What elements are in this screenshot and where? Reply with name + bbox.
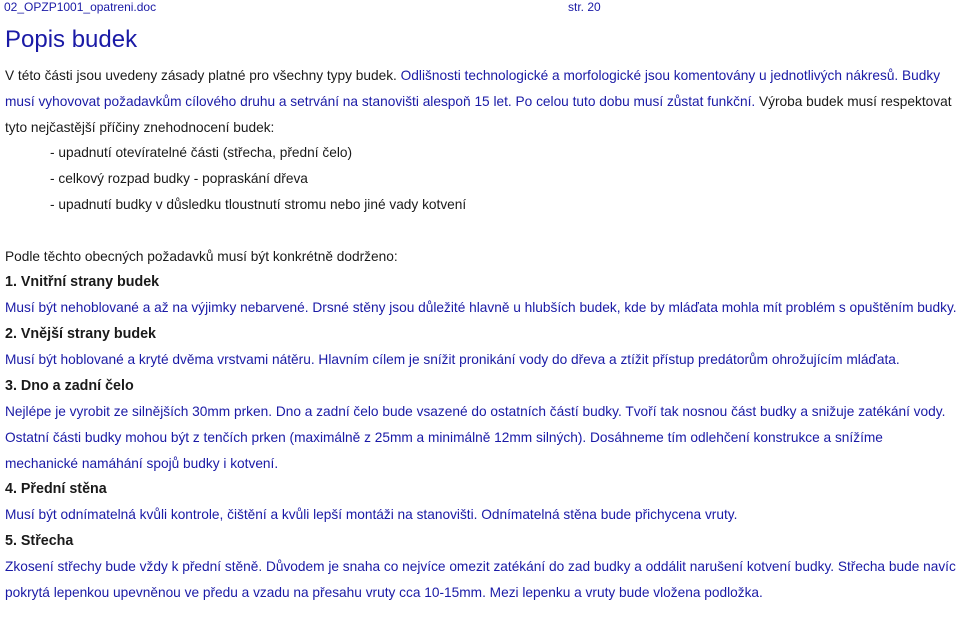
- causes-list: [5, 140, 957, 217]
- section-heading: 3. Dno a zadní čelo: [5, 377, 134, 394]
- intro-text-2: Odlišnosti technologické a morfologické jsou komentovány u jednotlivých nákresů. Budky musí vyhovovat požadavkům cílového druhu a setrvání na stanovišti alespoň 15 let.: [5, 68, 941, 109]
- page-number: str. 20: [568, 0, 601, 14]
- section-body: Nejlépe je vyrobit ze silnějších 30mm prken. Dno a zadní čelo bude vsazené do ostatních částí budky. Tvoří tak nosnou část budky a snižuje zatékání vody. Ostatní části budky mohou být z tenčích prken (maximálně z 25mm a minimálně 12mm silných). Dosáhneme tím odlehčení konstrukce a snížíme mechanické namáhání spojů budky i kotvení.: [5, 403, 946, 471]
- intro-text-1: V této části jsou uvedeny zásady platné pro všechny typy budek.: [5, 68, 401, 83]
- section-heading: 1. Vnitřní strany budek: [5, 274, 160, 291]
- document-filename: 02_OPZP1001_opatreni.doc: [4, 0, 157, 14]
- document-body: [5, 63, 957, 606]
- list-item: - celkový rozpad budky - popraskání dřeva: [50, 171, 308, 187]
- section-body: Zkosení střechy bude vždy k přední stěně. Důvodem je snaha co nejvíce omezit zatékání do zad budky a oddálit narušení kotvení budky. Střecha bude navíc pokrytá lepenkou upevněnou ve předu a vzadu na přesahu vruty cca 10-15mm. Mezi lepenku a vruty bude vložena podložka.: [5, 559, 956, 600]
- spacer: [5, 218, 957, 244]
- requirements-intro: Podle těchto obecných požadavků musí být konkrétně dodrženo:: [5, 248, 398, 264]
- section-body: Musí být nehoblované a až na výjimky nebarvené. Drsné stěny jsou důležité hlavně u hlubších budek, kde by mláďata mohla mít problém s opuštěním budky.: [5, 300, 957, 316]
- intro-text-3: Po celou tuto dobu musí zůstat funkční.: [515, 93, 760, 109]
- page-header: [0, 0, 960, 14]
- intro-text-4: Výroba budek musí respektovat tyto nejčastější příčiny znehodnocení budek:: [5, 93, 952, 135]
- page-title: Popis budek: [5, 26, 138, 53]
- list-item: - upadnutí budky v důsledku tloustnutí stromu nebo jiné vady kotvení: [50, 196, 467, 212]
- section-heading: 2. Vnější strany budek: [5, 326, 156, 343]
- intro-paragraph: [5, 63, 957, 140]
- section-heading: 5. Střecha: [5, 533, 74, 550]
- section-body: Musí být hoblované a kryté dvěma vrstvami nátěru. Hlavním cílem je snížit pronikání vody do dřeva a ztížit přístup predátorům ohrožujícím mláďata.: [5, 352, 900, 368]
- section-body: Musí být odnímatelná kvůli kontrole, čištění a kvůli lepší montáži na stanovišti. Odnímatelná stěna bude přichycena vruty.: [5, 507, 738, 523]
- list-item: - upadnutí otevíratelné části (střecha, přední čelo): [50, 145, 353, 161]
- section-heading: 4. Přední stěna: [5, 481, 107, 498]
